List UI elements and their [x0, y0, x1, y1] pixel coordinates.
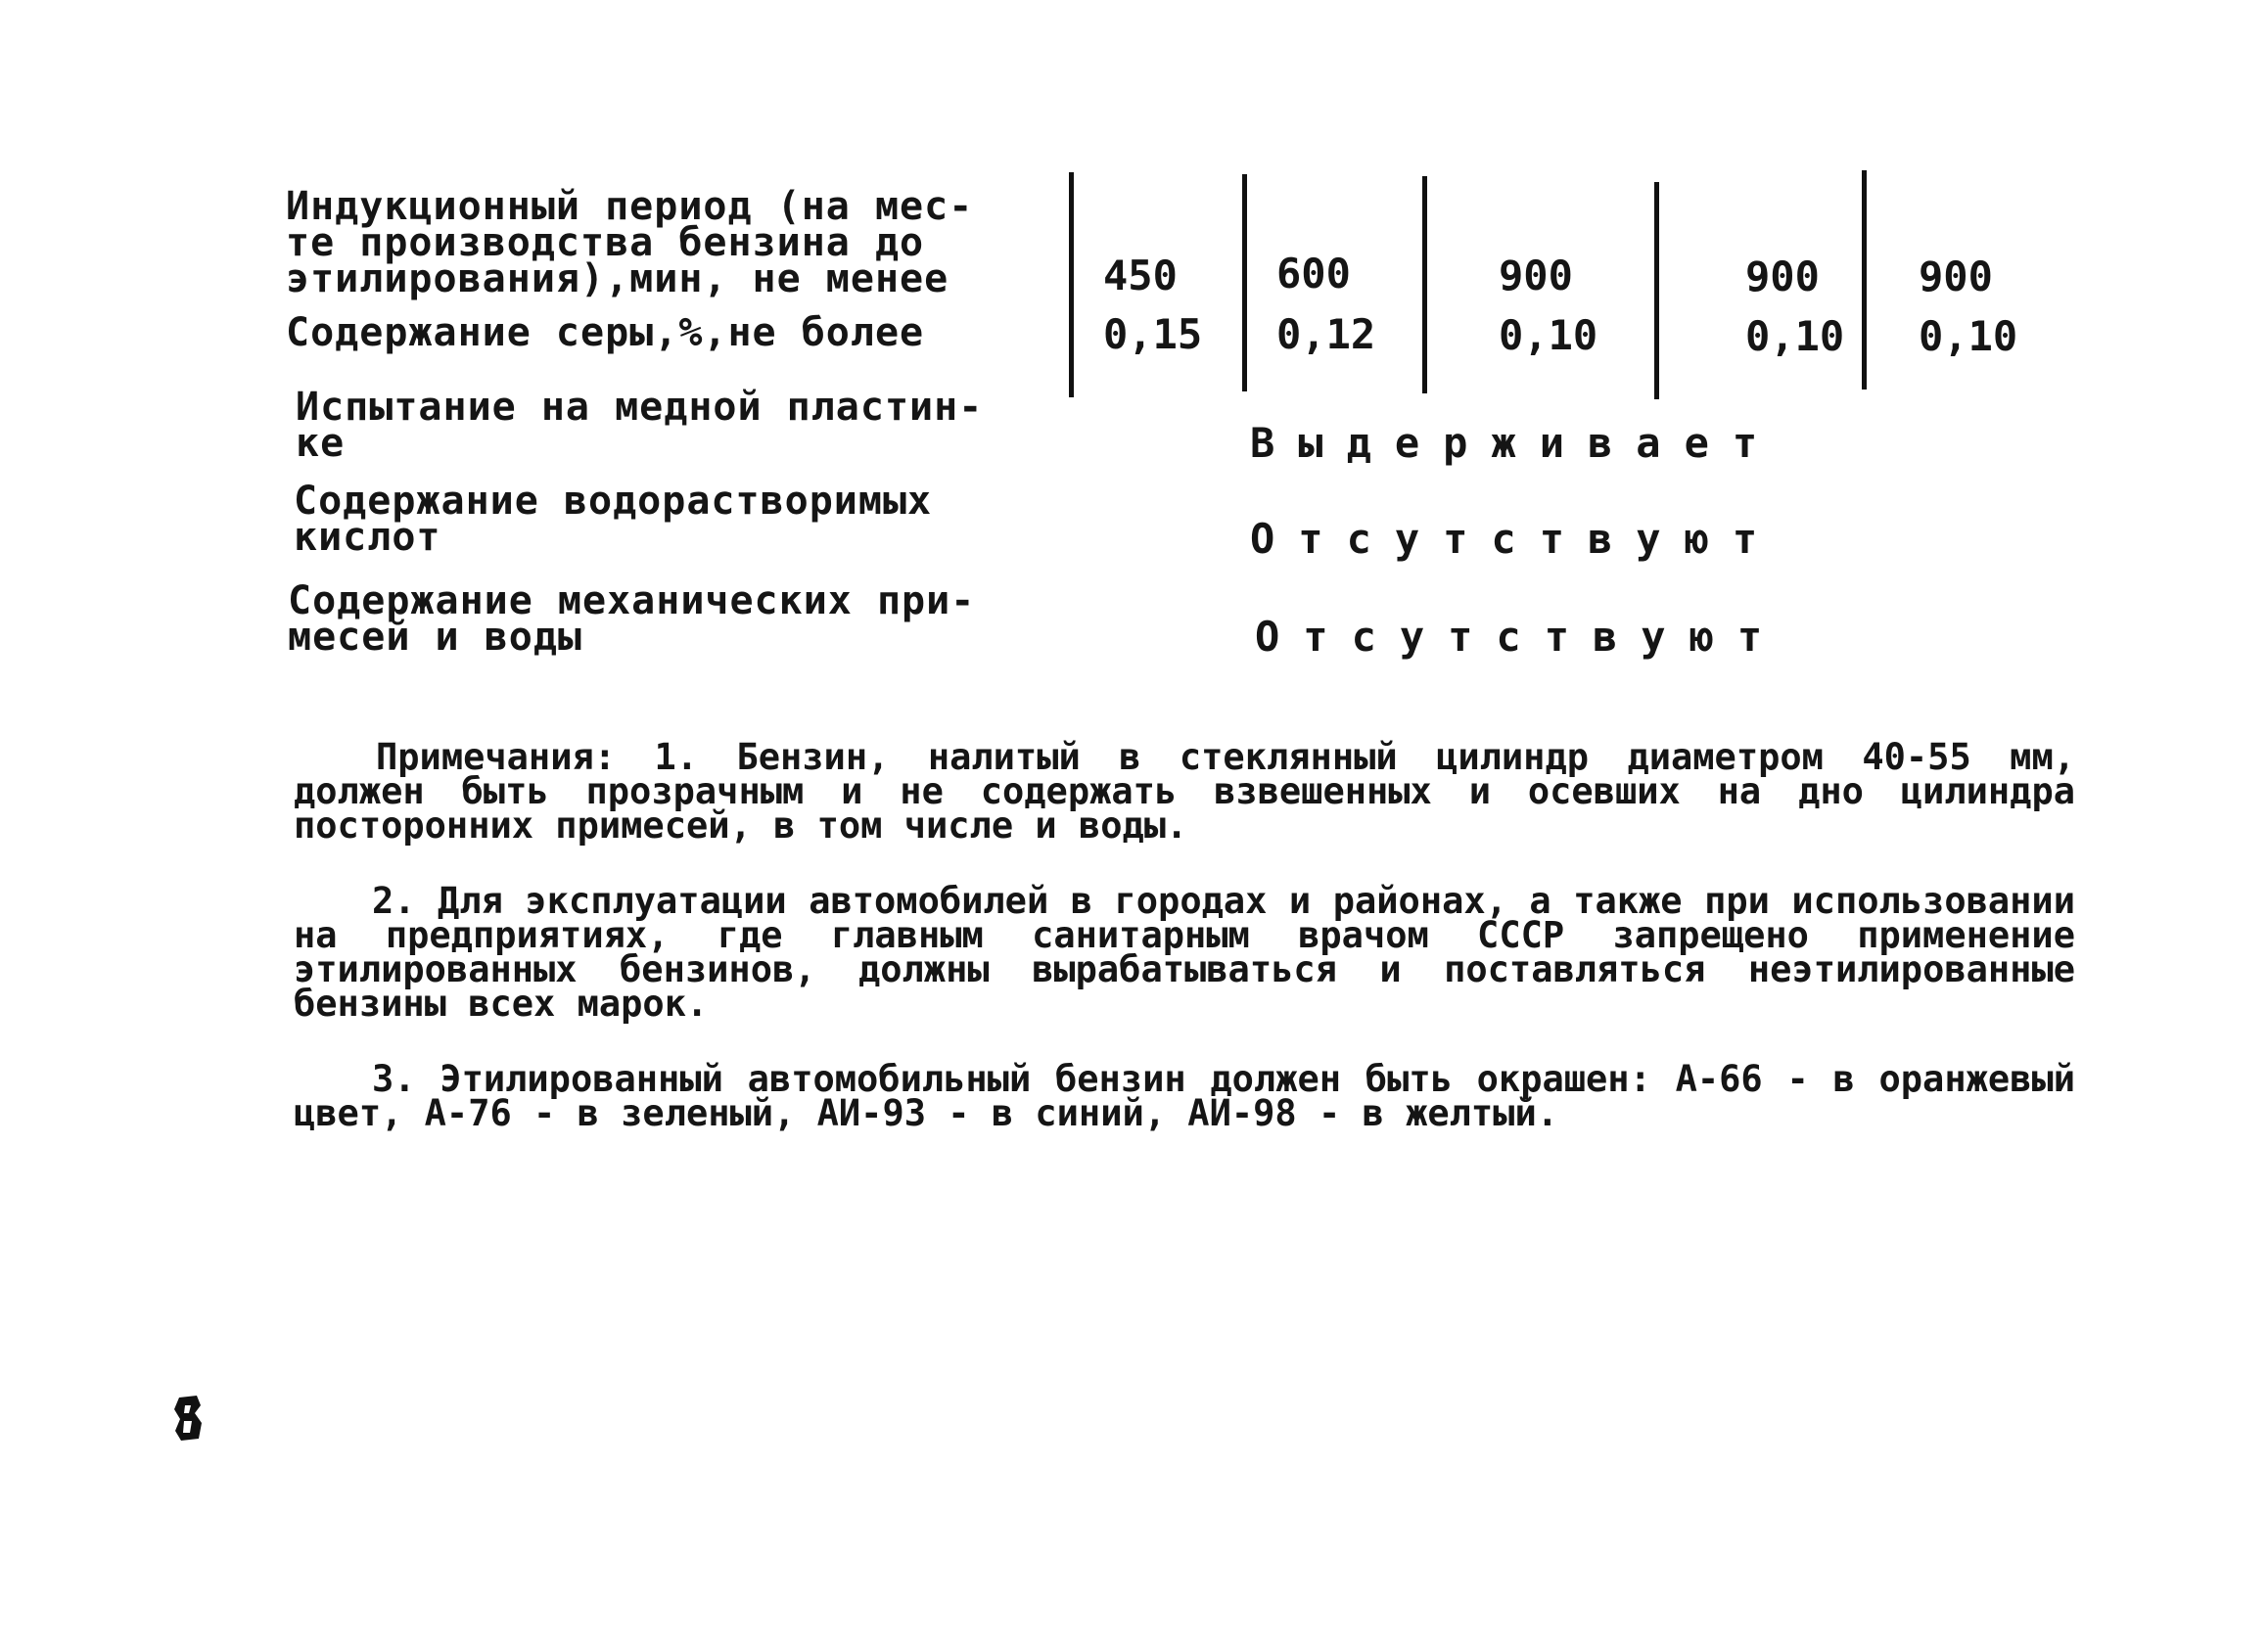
- acids-result: Отсутствуют: [1250, 515, 1782, 563]
- row-induction-label-line-2: те производства бензина до: [286, 220, 925, 265]
- row-induction-label-line-1: Индукционный период (на мес-: [286, 184, 974, 229]
- row-copper-label-line-1: Испытание на медной пластин-: [296, 385, 984, 430]
- row-induction-label-line-3: этилирования),мин, не менее: [286, 256, 949, 301]
- sulfur-value-col-4: 0,10: [1745, 312, 1845, 360]
- induction-value-col-1: 450: [1103, 252, 1178, 299]
- sulfur-value-col-3: 0,10: [1499, 311, 1598, 359]
- row-acids-label-line-2: кислот: [294, 515, 441, 560]
- copper-test-result: Выдерживает: [1250, 419, 1782, 467]
- row-copper-label: [296, 385, 984, 466]
- row-sulfur-label: [286, 310, 925, 355]
- induction-value-col-3: 900: [1499, 252, 1573, 299]
- column-divider: [1862, 170, 1867, 390]
- column-divider: [1069, 172, 1074, 397]
- row-impurities-label-line-1: Содержание механических при-: [288, 578, 976, 623]
- note-3: 3. Этилированный автомобильный бензин должен быть окрашен: А-66 - в оранжевый цвет, А-76 - в зеленый, АИ-93 - в синий, АИ-98 - в желтый.: [294, 1058, 2075, 1134]
- row-acids-label-line-1: Содержание водорастворимых: [294, 479, 933, 524]
- row-copper-label-line-2: ке: [296, 421, 346, 466]
- note-1: Примечания: 1. Бензин, налитый в стеклянный цилиндр диаметром 40-55 мм, должен быть прозрачным и не содержать взвешенных и осевших на дно цилиндра посторонних примесей, в том числе и воды.: [294, 736, 2075, 847]
- row-impurities-label: [288, 578, 976, 660]
- row-sulfur-label-line-1: Содержание серы,%,не более: [286, 310, 925, 355]
- impurities-result: Отсутствуют: [1255, 613, 1786, 661]
- sulfur-value-col-5: 0,10: [1919, 312, 2018, 360]
- induction-value-col-4: 900: [1745, 252, 1820, 300]
- margin-mark-icon: [171, 1392, 205, 1445]
- induction-value-col-5: 900: [1919, 252, 1993, 300]
- column-divider: [1654, 182, 1659, 399]
- column-divider: [1242, 174, 1247, 391]
- row-impurities-label-line-2: месей и воды: [288, 615, 582, 660]
- row-induction-period-label: [286, 184, 974, 301]
- note-2: 2. Для эксплуатации автомобилей в городах и районах, а также при использовании на предприятиях, где главным санитарным врачом СССР запрещено применение этилированных бензинов, должны вырабатываться и поставляться неэтилированные бензины всех марок.: [294, 880, 2075, 1025]
- induction-value-col-2: 600: [1276, 250, 1351, 298]
- column-divider: [1422, 176, 1427, 393]
- sulfur-value-col-2: 0,12: [1276, 310, 1376, 358]
- row-acids-label: [294, 479, 933, 560]
- sulfur-value-col-1: 0,15: [1103, 310, 1203, 358]
